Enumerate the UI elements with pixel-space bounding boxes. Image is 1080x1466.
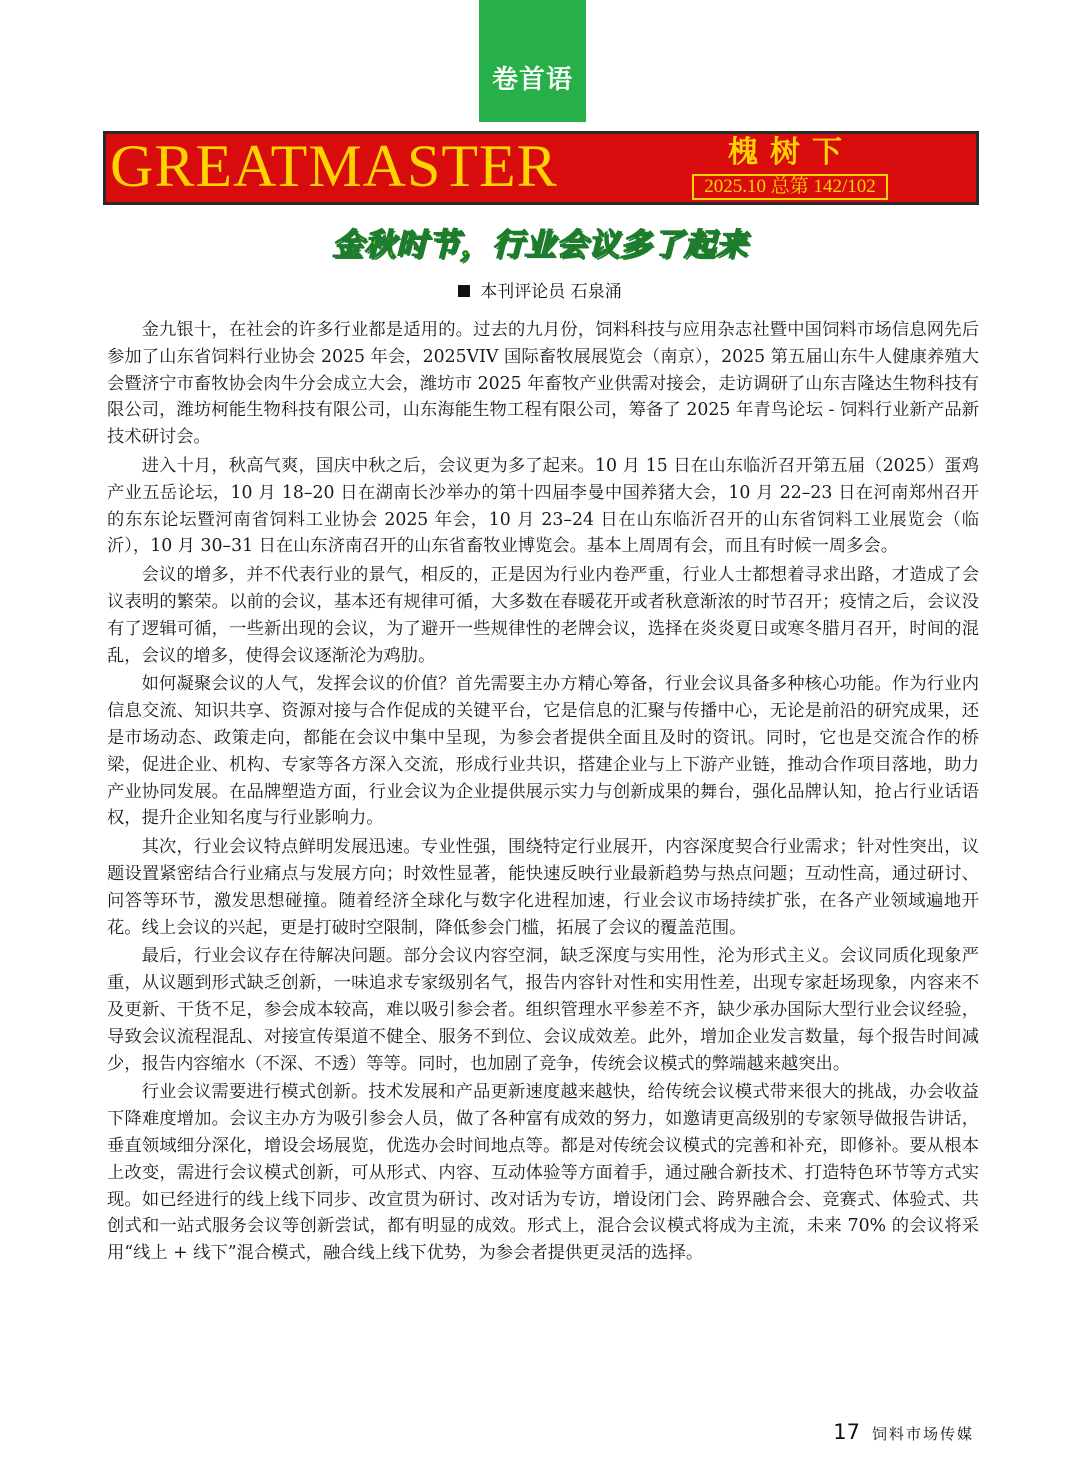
column-name: 槐树下 — [728, 135, 854, 170]
page-number: 17 — [833, 1420, 860, 1444]
paragraph: 如何凝聚会议的人气，发挥会议的价值？首先需要主办方精心筹备，行业会议具备多种核心功能。作为行业内信息交流、知识共享、资源对接与合作促成的关键平台，它是信息的汇聚与传播中心，无论是前沿的研究成果，还是市场动态、政策走向，都能在会议中集中呈现，为参会者提供全面且及时的资讯。同时，它也是交流合作的桥梁，促进企业、机构、专家等各方深入交流，形成行业共识，搭建企业与上下游产业链，推动合作项目落地，助力产业协同发展。在品牌塑造方面，行业会议为企业提供展示实力与创新成果的舞台，强化品牌认知，抢占行业话语权，提升企业知名度与行业影响力。 — [107, 674, 979, 829]
paragraph: 进入十月，秋高气爽，国庆中秋之后，会议更为多了起来。10 月 15 日在山东临沂召开第五届（2025）蛋鸡产业五岳论坛，10 月 18–20 日在湖南长沙举办的第十四届李曼中国养猪大会，10 月 22–23 日在河南郑州召开的东东论坛暨河南省饲料工业协会 2025 年会，10 月 23–24 日在山东临沂召开的山东省饲料工业展览会（临沂），10 月 30–31 日在山东济南召开的山东省畜牧业博览会。基本上周周有会，而且有时候一周多会。 — [107, 455, 979, 557]
publication-name: 饲料市场传媒 — [871, 1425, 974, 1443]
byline-text: 本刊评论员 石泉涌 — [480, 282, 622, 302]
page-footer — [833, 1420, 974, 1444]
byline — [0, 277, 1080, 302]
paragraph: 会议的增多，并不代表行业的景气，相反的，正是因为行业内卷严重，行业人士都想着寻求出路，才造成了会议表明的繁荣。以前的会议，基本还有规律可循，大多数在春暖花开或者秋意渐浓的时节召开；疫情之后，会议没有了逻辑可循，一些新出现的会议，为了避开一些规律性的老牌会议，选择在炎炎夏日或寒冬腊月召开，时间的混乱，会议的增多，使得会议逐渐沦为鸡肋。 — [107, 565, 979, 666]
paragraph: 最后，行业会议存在待解决问题。部分会议内容空洞，缺乏深度与实用性，沦为形式主义。会议同质化现象严重，从议题到形式缺乏创新，一味追求专家级别名气，报告内容针对性和实用性差，出现专家赶场现象，内容来不及更新、干货不足，参会成本较高，难以吸引参会者。组织管理水平参差不齐，缺少承办国际大型行业会议经验，导致会议流程混乱、对接宣传渠道不健全、服务不到位、会议成效差。此外，增加企业发言数量，每个报告时间减少，报告内容缩水（不深、不透）等等。同时，也加剧了竞争，传统会议模式的弊端越来越突出。 — [107, 946, 979, 1074]
banner-title: GREATMASTER — [110, 133, 558, 199]
article-headline: 金秋时节，行业会议多了起来 — [332, 227, 748, 263]
column-banner — [103, 131, 979, 205]
article-body — [107, 317, 979, 1269]
paragraph: 金九银十，在社会的许多行业都是适用的。过去的九月份，饲料科技与应用杂志社暨中国饲料市场信息网先后参加了山东省饲料行业协会 2025 年会，2025VIV 国际畜牧展展览会（南京），2025 第五届山东牛人健康养殖大会暨济宁市畜牧协会肉牛分会成立大会，潍坊市 2025 年畜牧产业供需对接会，走访调研了山东吉隆达生物科技有限公司，潍坊柯能生物科技有限公司，山东海能生物工程有限公司，筹备了 2025 年青鸟论坛 - 饲料行业新产品新技术研讨会。 — [107, 320, 979, 448]
issue-label: 2025.10 总第 142/102 — [692, 174, 888, 200]
paragraph: 其次，行业会议特点鲜明发展迅速。专业性强，围绕特定行业展开，内容深度契合行业需求；针对性突出，议题设置紧密结合行业痛点与发展方向；时效性显著，能快速反映行业最新趋势与热点问题；互动性高，通过研讨、问答等环节，激发思想碰撞。随着经济全球化与数字化进程加速，行业会议市场持续扩张，在各产业领域遍地开花。线上会议的兴起，更是打破时空限制，降低参会门槛，拓展了会议的覆盖范围。 — [107, 837, 979, 938]
section-tab — [479, 0, 586, 122]
paragraph: 行业会议需要进行模式创新。技术发展和产品更新速度越来越快，给传统会议模式带来很大的挑战，办会收益下降难度增加。会议主办方为吸引参会人员，做了各种富有成效的努力，如邀请更高级别的专家领导做报告讲话，垂直领域细分深化，增设会场展览，优选办会时间地点等。都是对传统会议模式的完善和补充，即修补。要从根本上改变，需进行会议模式创新，可从形式、内容、互动体验等方面着手，通过融合新技术、打造特色环节等方式实现。如已经进行的线上线下同步、改宣贯为研讨、改对话为专访，增设闭门会、跨界融合会、竞赛式、体验式、共创式和一站式服务会议等创新尝试，都有明显的成效。形式上，混合会议模式将成为主流，未来 70% 的会议将采用“线上 + 线下”混合模式，融合线上线下优势，为参会者提供更灵活的选择。 — [107, 1082, 979, 1264]
banner-column-block — [688, 134, 894, 202]
square-bullet-icon — [458, 285, 470, 297]
section-tab-label: 卷首语 — [491, 65, 573, 95]
